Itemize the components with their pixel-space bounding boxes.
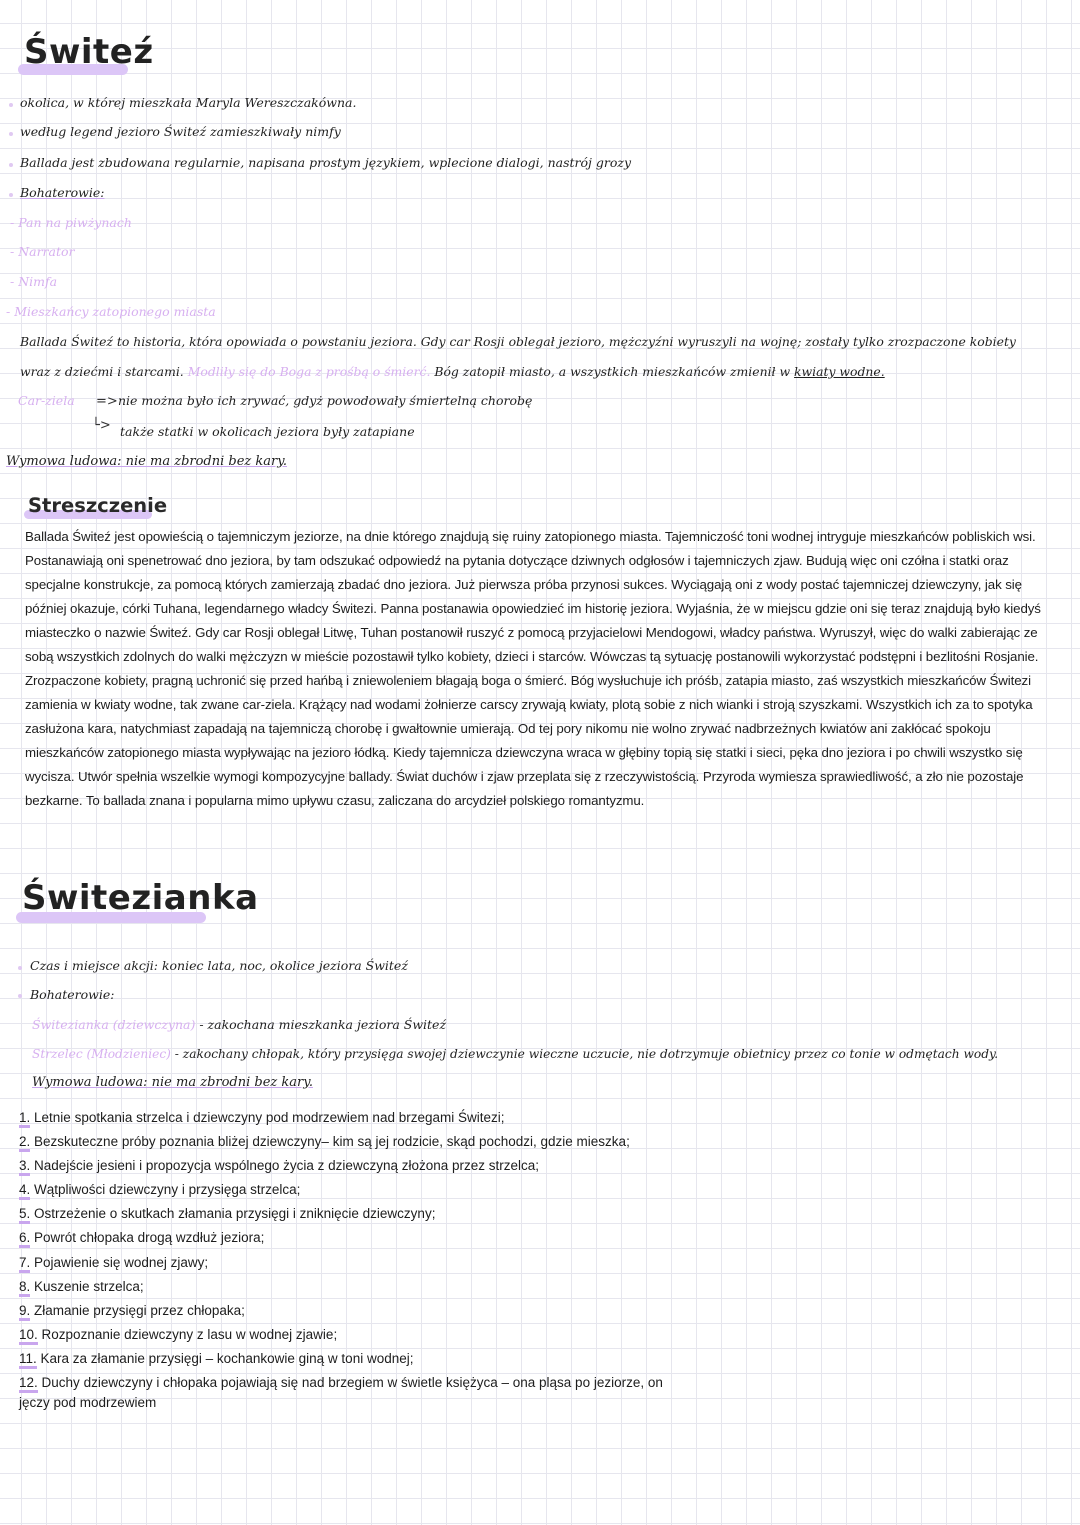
story-line-2 <box>20 364 885 379</box>
plan-item <box>19 1323 1059 1347</box>
bullet-icon <box>18 994 22 998</box>
plan-item-number: 9. <box>19 1303 30 1321</box>
plan-item-number: 5. <box>19 1206 30 1224</box>
plan-item <box>19 1347 1059 1371</box>
plan-item <box>19 1202 1059 1226</box>
plan-item <box>19 1251 1059 1275</box>
plan-item-number: 7. <box>19 1255 30 1273</box>
plan-item <box>19 1154 1059 1178</box>
note-line-1: okolica, w której mieszkała Maryla Wereszczakówna. <box>20 95 357 110</box>
note-heroes-label: Bohaterowie: <box>20 185 105 200</box>
arrow-down-right-icon: └> <box>92 418 111 433</box>
plan-item-text: Bezskuteczne próby poznania bliżej dziewczyny– kim są jej rodzicie, skąd pochodzi, gdzie mieszka; <box>34 1134 630 1150</box>
summary-heading: Streszczenie <box>28 494 168 517</box>
setting-note: Czas i miejsce akcji: koniec lata, noc, okolice jeziora Świteź <box>30 958 408 973</box>
bullet-icon <box>9 103 13 107</box>
character-strzelec <box>32 1047 998 1061</box>
bullet-icon <box>9 132 13 136</box>
car-ziela-label: Car-ziela <box>18 393 75 408</box>
story-line-2-a: wraz z dziećmi i starcami. <box>20 364 184 379</box>
note-line-2: według legend jezioro Świteź zamieszkiwały nimfy <box>20 124 341 139</box>
plan-item-text: Ostrzeżenie o skutkach złamania przysięgi i zniknięcie dziewczyny; <box>34 1206 436 1222</box>
plan-item-number: 12. <box>19 1375 38 1393</box>
story-line-2-d: kwiaty wodne. <box>794 364 885 379</box>
character-switezianka-name: Świtezianka (dziewczyna) <box>32 1017 196 1032</box>
plan-item-number: 3. <box>19 1158 30 1176</box>
character-4: - Mieszkańcy zatopionego miasta <box>6 304 216 319</box>
character-3: - Nimfa <box>10 274 58 289</box>
arrow-right-icon: => <box>96 394 118 409</box>
plan-item-number: 10. <box>19 1327 38 1345</box>
plan-item-number: 6. <box>19 1230 30 1248</box>
bullet-icon <box>18 966 22 970</box>
bullet-icon <box>9 193 13 197</box>
bullet-icon <box>9 163 13 167</box>
plan-item-number: 8. <box>19 1279 30 1297</box>
plan-item <box>19 1106 1059 1130</box>
moral-1: Wymowa ludowa: nie ma zbrodni bez kary. <box>6 454 288 469</box>
plan-item <box>19 1178 1059 1202</box>
plan-tail: jęczy pod modrzewiem <box>19 1395 157 1410</box>
section-title-switezianka: Świtezianka <box>22 878 259 918</box>
plan-item-text: Złamanie przysięgi przez chłopaka; <box>34 1302 245 1318</box>
section-title-switez: Świteź <box>24 32 154 72</box>
plan-item <box>19 1371 1059 1395</box>
plan-item-text: Wątpliwości dziewczyny i przysięga strzelca; <box>34 1182 301 1198</box>
plan-item-text: Kara za złamanie przysięgi – kochankowie giną w toni wodnej; <box>40 1350 414 1366</box>
plan-item <box>19 1130 1059 1154</box>
story-line-1: Ballada Świteź to historia, która opowiada o powstaniu jeziora. Gdy car Rosji oblegał jezioro, mężczyźni wyruszyli na wojnę; zostały tylko zrozpaczone kobiety <box>20 334 1016 349</box>
plan-item-text: Pojawienie się wodnej zjawy; <box>34 1254 209 1270</box>
story-line-2-b: Modliły się do Boga z prośbą o śmierć. <box>187 364 431 379</box>
plan-item-text: Powrót chłopaka drogą wzdłuż jeziora; <box>34 1230 265 1246</box>
character-strzelec-name: Strzelec (Młodzieniec) <box>32 1047 171 1061</box>
character-switezianka-desc: - zakochana mieszkanka jeziora Świteź <box>199 1017 447 1032</box>
moral-2: Wymowa ludowa: nie ma zbrodni bez kary. <box>32 1075 314 1090</box>
character-switezianka <box>32 1017 446 1032</box>
plan-item-number: 4. <box>19 1182 30 1200</box>
summary-text <box>25 525 1055 813</box>
car-ziela-note-2: także statki w okolicach jeziora były zatapiane <box>120 424 415 439</box>
plan-item-text: Kuszenie strzelca; <box>34 1278 144 1294</box>
plan-item-text: Duchy dziewczyny i chłopaka pojawiają się nad brzegiem w świetle księżyca – ona pląsa po jeziorze, on <box>41 1375 663 1391</box>
plan-list <box>19 1106 1059 1395</box>
character-1: - Pan na piwżynach <box>10 215 132 230</box>
heroes-label-2: Bohaterowie: <box>30 987 115 1002</box>
plan-item-text: Letnie spotkania strzelca i dziewczyny pod modrzewiem nad brzegami Świtezi; <box>34 1110 505 1125</box>
plan-item <box>19 1299 1059 1323</box>
car-ziela-note-1: nie można było ich zrywać, gdyż powodowały śmiertelną chorobę <box>118 393 533 408</box>
plan-item <box>19 1226 1059 1250</box>
plan-item-number: 2. <box>19 1134 30 1152</box>
plan-item-number: 1. <box>19 1110 30 1128</box>
plan-item-text: Nadejście jesieni i propozycja wspólnego życia z dziewczyną złożona przez strzelca; <box>34 1158 540 1174</box>
story-line-2-c: Bóg zatopił miasto, a wszystkich mieszkańców zmienił w <box>434 364 791 379</box>
note-line-3: Ballada jest zbudowana regularnie, napisana prostym językiem, wplecione dialogi, nastrój grozy <box>20 155 632 170</box>
summary-paragraph: Ballada Świteź jest opowieścią o tajemniczym jeziorze, na dnie którego znajdują się ruiny zatopionego miasta. Tajemniczość toni wodnej intryguje mieszkańców pobliskich wsi. Postanawiają oni spenetrować dno jeziora, by tam odszukać odpowiedź na pytania dotyczące dziwnych odgłosów i tajemniczych zjaw. Budują więc oni czółna i statki oraz specjalne konstrukcje, za pomocą których zamierzają zbadać dno jeziora. Już pierwsza próba przynosi sukces. Wyciągają oni z wody postać tajemniczej dziewczyny, jak się później okazuje, córki Tuhana, legendarnego władcy Świtezi. Panna postanawia opowiedzieć im historię jeziora. Wyjaśnia, że w miejscu gdzie oni się teraz znajdują było kiedyś miasteczko o nazwie Świteź. Gdy car Rosji oblegał Litwę, Tuhan postanowił ruszyć z pomocą przyjacielowi Mendogowi, władcy państwa. Wyruszył, więc do walki zabierając ze sobą wszystkich zdolnych do walki mężczyzn w mieście pozostawił tylko kobiety, dzieci i starców. Wówczas tą sytuację postanowili wykorzystać podstępni i bezlitośni Rosjanie. Zrozpaczone kobiety, pragną uchronić się przed hańbą i zniewoleniem błagają boga o śmierć. Bóg wysłuchuje ich próśb, zatapia miasto, zaś wszystkich mieszkańców Świtezi zamienia w kwiaty wodne, tak zwane car-ziela. Krążący nad wodami żołnierze carscy zrywają kwiaty, plotą sobie z nich wianki i stroją szyszkami. Wszystkich ich za to spotyka zasłużona kara, natychmiast zapadają na tajemniczą chorobę i gwałtownie umierają. Od tej pory nikomu nie wolno zrywać nadbrzeżnych kwiatów ani zakłócać spokoju mieszkańców zatopionego miasta wypływając na jezioro łódką. Kiedy tajemnicza dziewczyna wraca w głębiny topią się statki i sieci, pęka dno jeziora i po chwili wszystko się wycisza. Utwór spełnia wszelkie wymogi kompozycyjne ballady. Świat duchów i zjaw przeplata się z rzeczywistością. Przyroda wymiesza sprawiedliwość, a zło nie pozostaje bezkarne. To ballada znana i popularna mimo upływu czasu, zaliczana do arcydzieł polskiego romantyzmu. <box>25 529 1041 808</box>
character-strzelec-desc: - zakochany chłopak, który przysięga swojej dziewczynie wieczne uczucie, nie dotrzymuje obietnicy przez co tonie w odmętach wody. <box>174 1047 999 1061</box>
character-2: - Narrator <box>10 244 75 259</box>
plan-item-number: 11. <box>19 1351 37 1369</box>
plan-item-text: Rozpoznanie dziewczyny z lasu w wodnej zjawie; <box>41 1326 338 1342</box>
plan-item <box>19 1275 1059 1299</box>
